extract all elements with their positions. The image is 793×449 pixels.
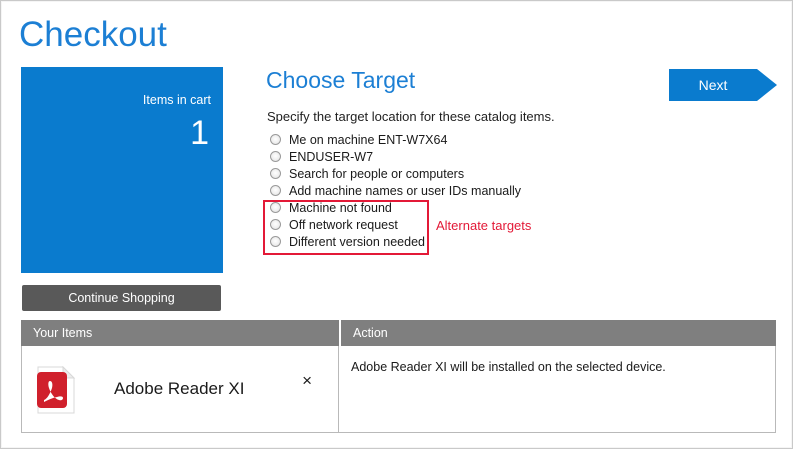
alternate-targets-annotation: Alternate targets bbox=[436, 218, 532, 233]
option-label: Off network request bbox=[289, 217, 398, 232]
radio-icon[interactable] bbox=[270, 151, 281, 162]
chevron-right-icon bbox=[757, 69, 777, 101]
continue-shopping-button[interactable]: Continue Shopping bbox=[22, 285, 221, 311]
table-header-row bbox=[21, 320, 776, 346]
choose-target-heading: Choose Target bbox=[266, 67, 416, 93]
pdf-file-icon bbox=[36, 366, 76, 414]
action-cell: Adobe Reader XI will be installed on the selected device. bbox=[339, 346, 776, 433]
column-header-your-items: Your Items bbox=[33, 326, 93, 340]
radio-icon[interactable] bbox=[270, 202, 281, 213]
target-option-me-on-machine[interactable] bbox=[267, 131, 597, 148]
item-name: Adobe Reader XI bbox=[114, 379, 245, 398]
item-cell bbox=[21, 346, 339, 433]
target-option-machine-not-found[interactable] bbox=[267, 199, 597, 216]
option-label: Different version needed bbox=[289, 234, 425, 249]
cart-count: 1 bbox=[190, 114, 209, 152]
cart-summary-panel bbox=[21, 67, 223, 273]
target-option-off-network-request[interactable] bbox=[267, 216, 597, 233]
radio-icon[interactable] bbox=[270, 168, 281, 179]
option-label: ENDUSER-W7 bbox=[289, 149, 374, 164]
cart-label: Items in cart bbox=[142, 93, 211, 107]
option-label: Search for people or computers bbox=[289, 166, 465, 181]
remove-item-button[interactable]: × bbox=[302, 371, 312, 390]
choose-target-description: Specify the target location for these catalog items. bbox=[267, 109, 555, 124]
target-option-add-manually[interactable] bbox=[267, 182, 597, 199]
items-table bbox=[21, 320, 776, 433]
target-option-different-version[interactable] bbox=[267, 233, 597, 250]
option-label: Machine not found bbox=[289, 200, 392, 215]
target-option-enduser-w7[interactable] bbox=[267, 148, 597, 165]
option-label: Add machine names or user IDs manually bbox=[289, 183, 522, 198]
target-option-search-people[interactable] bbox=[267, 165, 597, 182]
target-options-group[interactable] bbox=[267, 131, 597, 250]
page-title: Checkout bbox=[19, 15, 167, 54]
option-label: Me on machine ENT-W7X64 bbox=[289, 132, 448, 147]
column-header-action: Action bbox=[339, 320, 776, 346]
radio-icon[interactable] bbox=[270, 134, 281, 145]
radio-icon[interactable] bbox=[270, 236, 281, 247]
table-row bbox=[21, 346, 776, 433]
radio-icon[interactable] bbox=[270, 219, 281, 230]
next-button-group[interactable] bbox=[669, 69, 779, 101]
next-button[interactable]: Next bbox=[669, 69, 757, 101]
radio-icon[interactable] bbox=[270, 185, 281, 196]
